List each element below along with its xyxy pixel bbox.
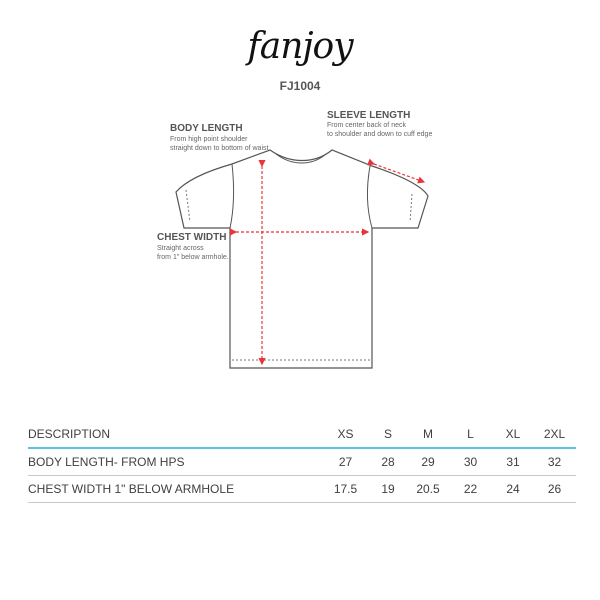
table-cell: 27 (338, 455, 353, 469)
body-length-title: BODY LENGTH (170, 123, 243, 134)
body-length-note: From high point shoulder straight down to bottom of waist (170, 136, 269, 152)
chest-width-note: Straight across from 1" below armhole. (157, 245, 229, 261)
table-cell: 26 (547, 482, 562, 496)
right-armhole-seam (367, 166, 372, 228)
product-code: FJ1004 (279, 79, 321, 93)
table-cell: 28 (381, 455, 395, 469)
table-cell: 24 (506, 482, 520, 496)
brand-logo: fanjoy (247, 26, 353, 67)
table-header-row (28, 420, 576, 448)
header-description: DESCRIPTION (28, 426, 111, 441)
sleeve-length-note: From center back of neck to shoulder and down to cuff edge (327, 122, 433, 138)
tshirt-collar (276, 154, 326, 163)
row-label: BODY LENGTH- FROM HPS (28, 455, 185, 469)
table-cell: 19 (381, 482, 395, 496)
table-cell: 17.5 (333, 482, 358, 496)
sleeve-length-arrow (374, 164, 424, 182)
table-cell: 22 (463, 482, 478, 496)
header-size-2xl: 2XL (543, 426, 566, 441)
row-label: CHEST WIDTH 1" BELOW ARMHOLE (28, 482, 235, 496)
right-cuff-stitch (410, 194, 412, 222)
table-cell: 32 (547, 455, 562, 469)
chest-width-title: CHEST WIDTH (157, 232, 227, 243)
sleeve-length-title: SLEEVE LENGTH (327, 110, 411, 121)
left-cuff-stitch (186, 190, 190, 222)
table-cell: 30 (463, 455, 478, 469)
header-size-xl: XL (505, 426, 521, 441)
header-size-xs: XS (337, 426, 354, 441)
table-row (28, 476, 576, 503)
left-armhole-seam (230, 164, 234, 228)
table-cell: 31 (506, 455, 520, 469)
table-row (28, 448, 576, 476)
table-cell: 29 (421, 455, 435, 469)
header-size-m: M (423, 426, 433, 441)
size-chart-table (28, 420, 576, 503)
header-size-s: S (383, 426, 392, 441)
header-size-l: L (467, 426, 474, 441)
table-cell: 20.5 (416, 482, 440, 496)
